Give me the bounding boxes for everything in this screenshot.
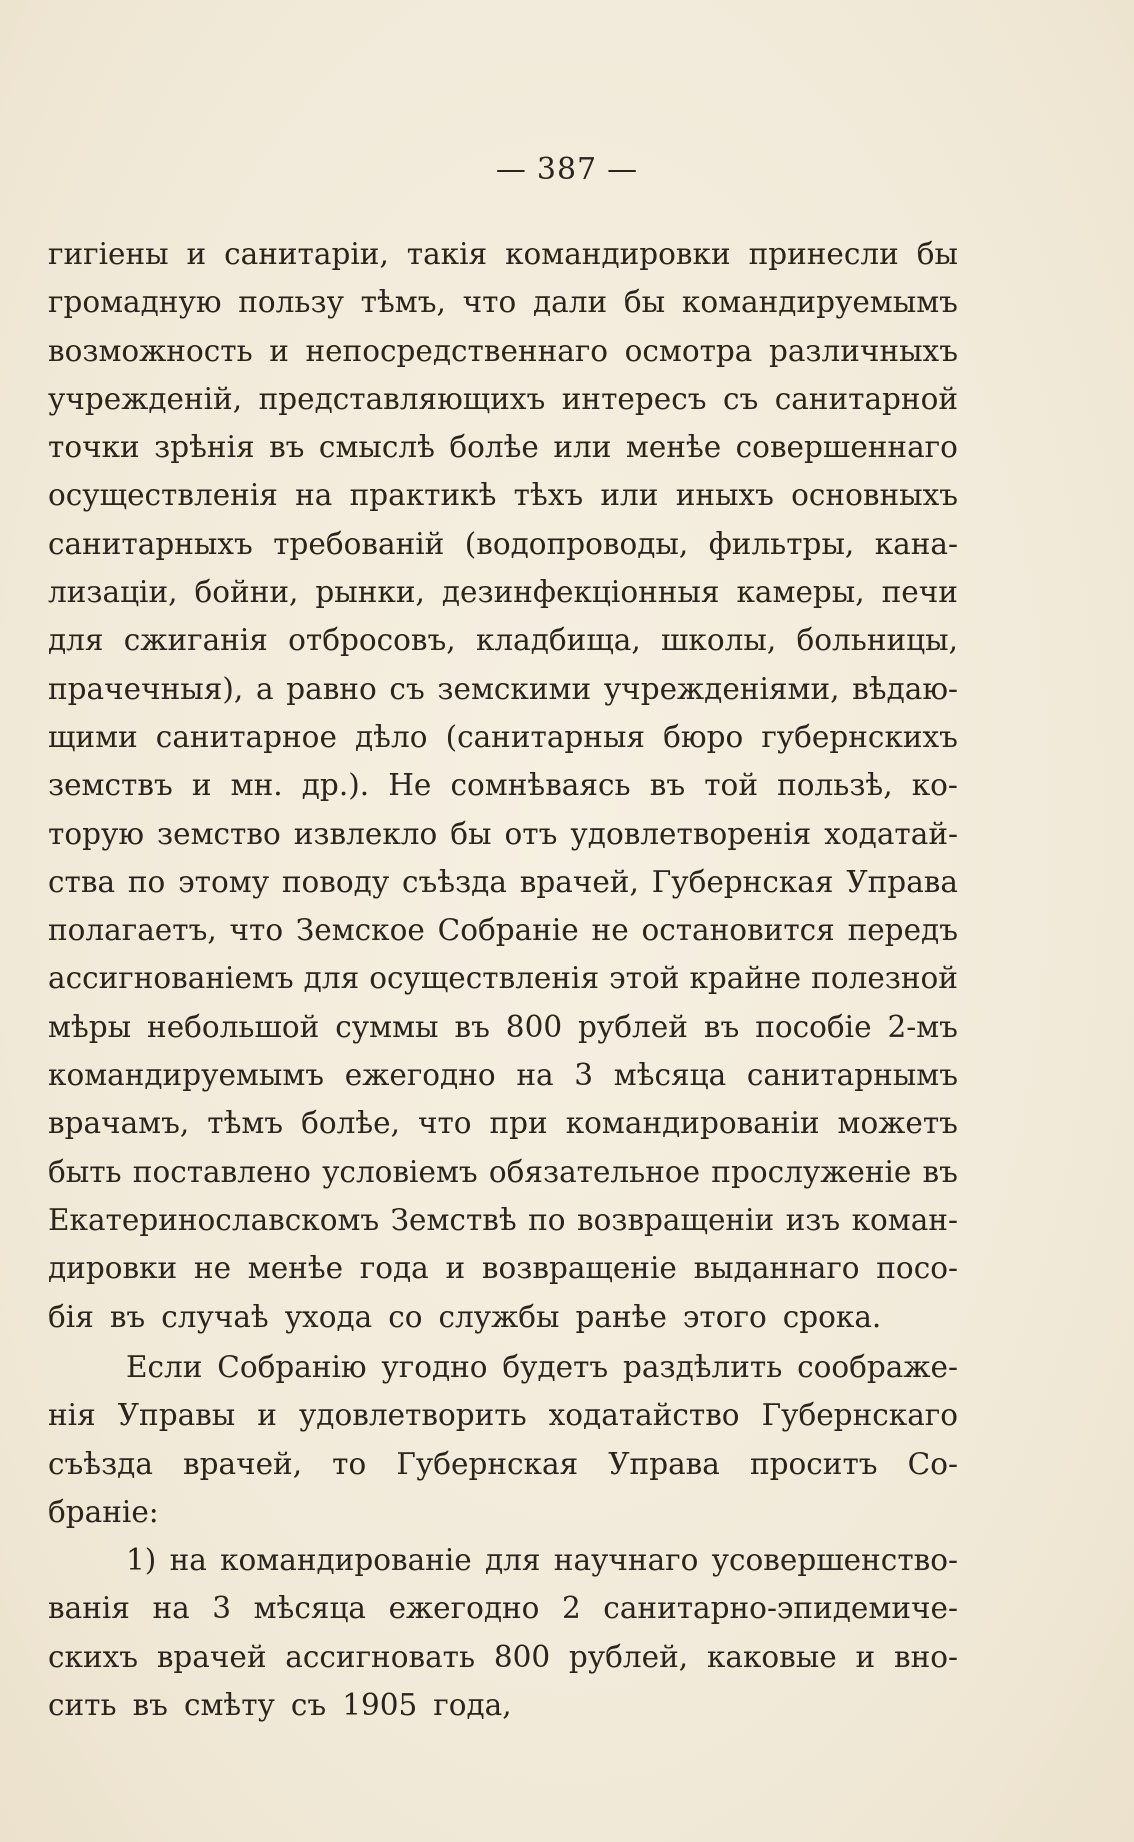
text-line: мѣры небольшой суммы въ 800 рублей въ пособіе 2-мъ <box>48 1009 958 1044</box>
text-line: дировки не менѣе года и возвращеніе выданнаго посо- <box>48 1251 958 1286</box>
text-line: ства по этому поводу съѣзда врачей, Губернская Управа <box>48 864 958 899</box>
dash-left: — <box>495 152 527 187</box>
paragraph-request <box>48 1343 958 1536</box>
text-line: возможность и непосредственнаго осмотра различныхъ <box>48 333 958 368</box>
text-line: санитарныхъ требованій (водопроводы, фильтры, кана- <box>48 526 958 561</box>
text-line: съѣзда врачей, то Губернская Управа проситъ Со- <box>48 1446 958 1481</box>
text-line: точки зрѣнія въ смыслѣ болѣе или менѣе совершеннаго <box>48 430 958 465</box>
text-line: осуществленія на практикѣ тѣхъ или иныхъ основныхъ <box>48 478 958 513</box>
text-line: для сжиганія отбросовъ, кладбища, школы, больницы, <box>48 623 958 658</box>
text-line: полагаетъ, что Земское Собраніе не остановится передъ <box>48 913 958 948</box>
page-number-header <box>0 152 1134 187</box>
text-line: бія въ случаѣ ухода со службы ранѣе этого срока. <box>48 1299 882 1334</box>
text-line: ванія на 3 мѣсяца ежегодно 2 санитарно-эпидемиче- <box>48 1591 958 1626</box>
text-line: нія Управы и удовлетворить ходатайство Губернскаго <box>48 1398 958 1433</box>
text-line: земствъ и мн. др.). Не сомнѣваясь въ той пользѣ, ко- <box>48 768 958 803</box>
text-line: браніе: <box>48 1494 159 1529</box>
text-line: Если Собранію угодно будетъ раздѣлить соображе- <box>126 1350 958 1384</box>
text-line: командируемымъ ежегодно на 3 мѣсяца санитарнымъ <box>48 1058 958 1093</box>
text-line: прачечныя), а равно съ земскими учрежденіями, вѣдаю- <box>48 671 958 706</box>
dash-right: — <box>607 152 639 187</box>
text-line: Екатеринославскомъ Земствѣ по возвращеніи изъ коман- <box>48 1202 958 1237</box>
text-line: гигіены и санитаріи, такія командировки принесли бы <box>48 237 958 271</box>
text-line: скихъ врачей ассигновать 800 рублей, каковые и вно- <box>48 1639 958 1674</box>
text-line: торую земство извлекло бы отъ удовлетворенія ходатай- <box>48 816 958 851</box>
text-line: сить въ смѣту съ 1905 года, <box>48 1687 512 1722</box>
text-line: щими санитарное дѣло (санитарныя бюро губернскихъ <box>48 719 958 754</box>
text-line: 1) на командированіе для научнаго усовершенство- <box>126 1543 958 1577</box>
text-line: ассигнованіемъ для осуществленія этой крайне полезной <box>48 961 958 996</box>
text-line: лизаціи, бойни, рынки, дезинфекціонныя камеры, печи <box>48 575 958 610</box>
text-line: учрежденій, представляющихъ интересъ съ санитарной <box>48 381 958 416</box>
page-number: 387 <box>536 152 598 187</box>
paragraph-item-1 <box>48 1536 958 1729</box>
text-line: быть поставлено условіемъ обязательное прослуженіе въ <box>48 1154 958 1189</box>
text-line: громадную пользу тѣмъ, что дали бы командируемымъ <box>48 285 958 320</box>
paragraph-main <box>48 230 958 1341</box>
text-line: врачамъ, тѣмъ болѣе, что при командированіи можетъ <box>48 1106 958 1141</box>
